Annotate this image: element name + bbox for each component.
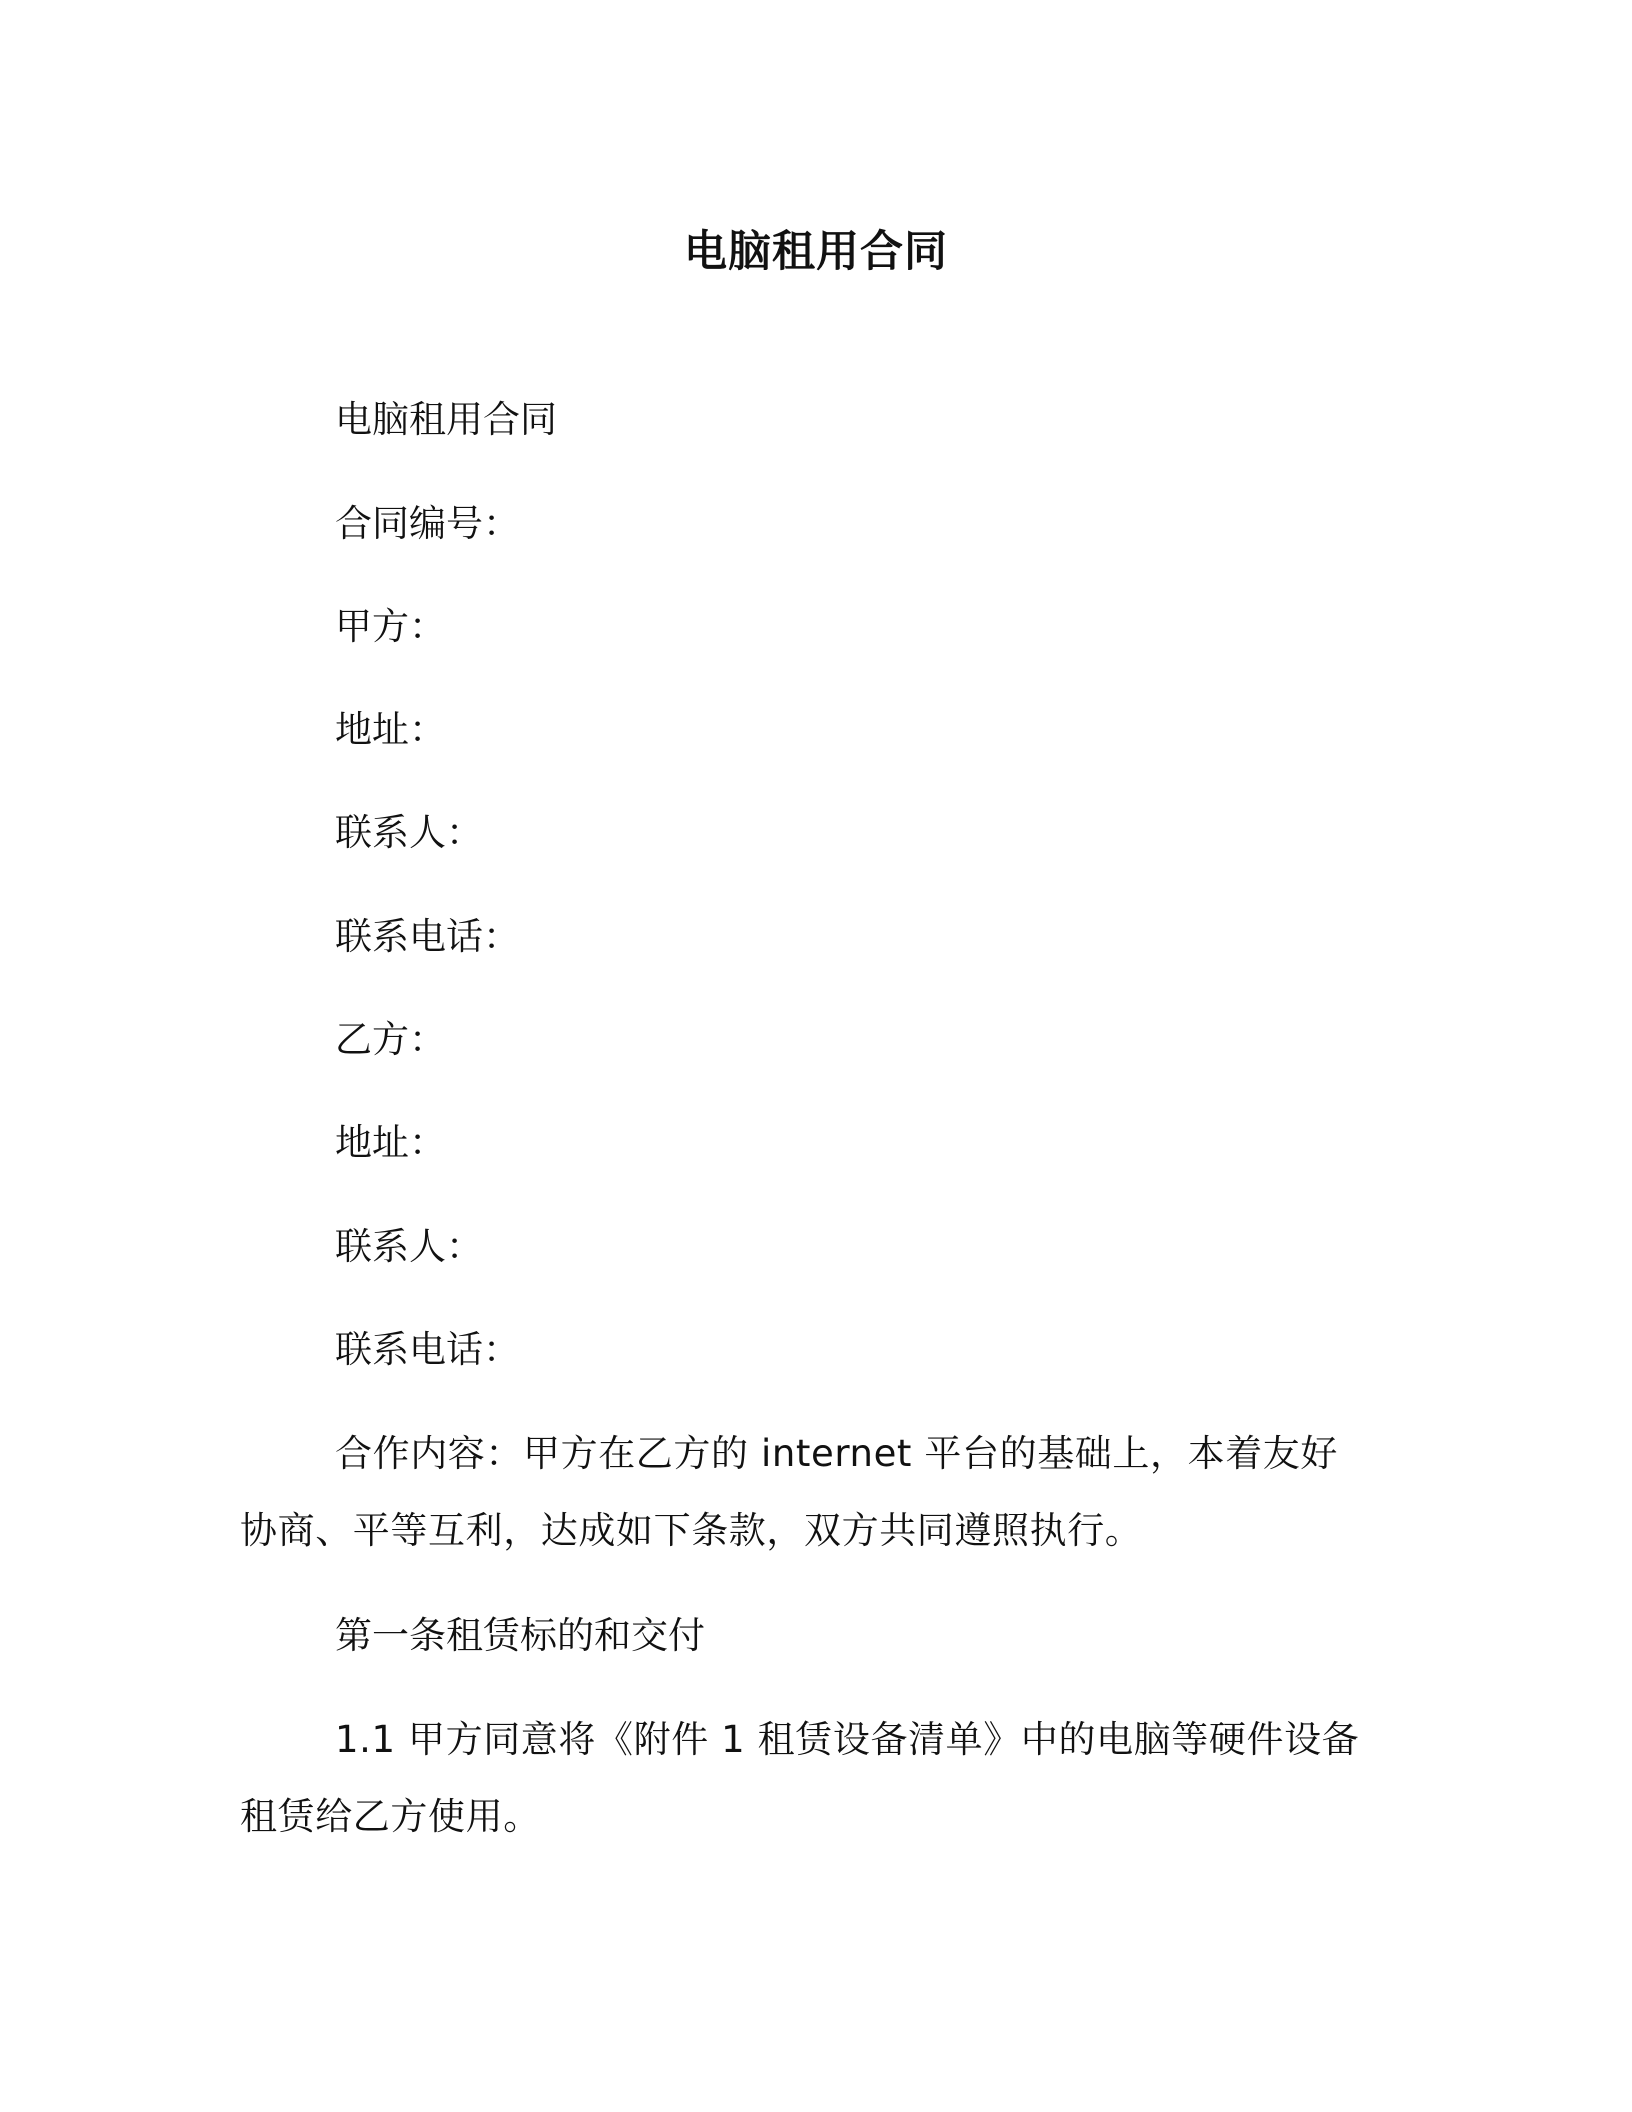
field-party-a-phone: 联系电话： [335, 915, 520, 958]
field-party-a: 甲方： [335, 605, 446, 648]
field-contract-number: 合同编号： [335, 502, 520, 545]
field-party-b-phone: 联系电话： [335, 1328, 520, 1371]
field-party-b-address: 地址： [335, 1121, 446, 1164]
clause-1-1-paragraph: 1.1 甲方同意将《附件 1 租赁设备清单》中的电脑等硬件设备租赁给乙方使用。 [240, 1718, 1360, 1838]
article-1-heading: 第一条租赁标的和交付 [335, 1614, 705, 1657]
cooperation-paragraph: 合作内容：甲方在乙方的 internet 平台的基础上，本着友好协商、平等互利，达成如下条款，双方共同遵照执行。 [240, 1432, 1339, 1552]
field-party-a-address: 地址： [335, 708, 446, 751]
field-party-a-contact: 联系人： [335, 811, 483, 854]
field-party-b-contact: 联系人： [335, 1225, 483, 1268]
contract-subtitle: 电脑租用合同 [335, 398, 557, 441]
field-party-b: 乙方： [335, 1018, 446, 1061]
page-title: 电脑租用合同 [684, 227, 948, 277]
